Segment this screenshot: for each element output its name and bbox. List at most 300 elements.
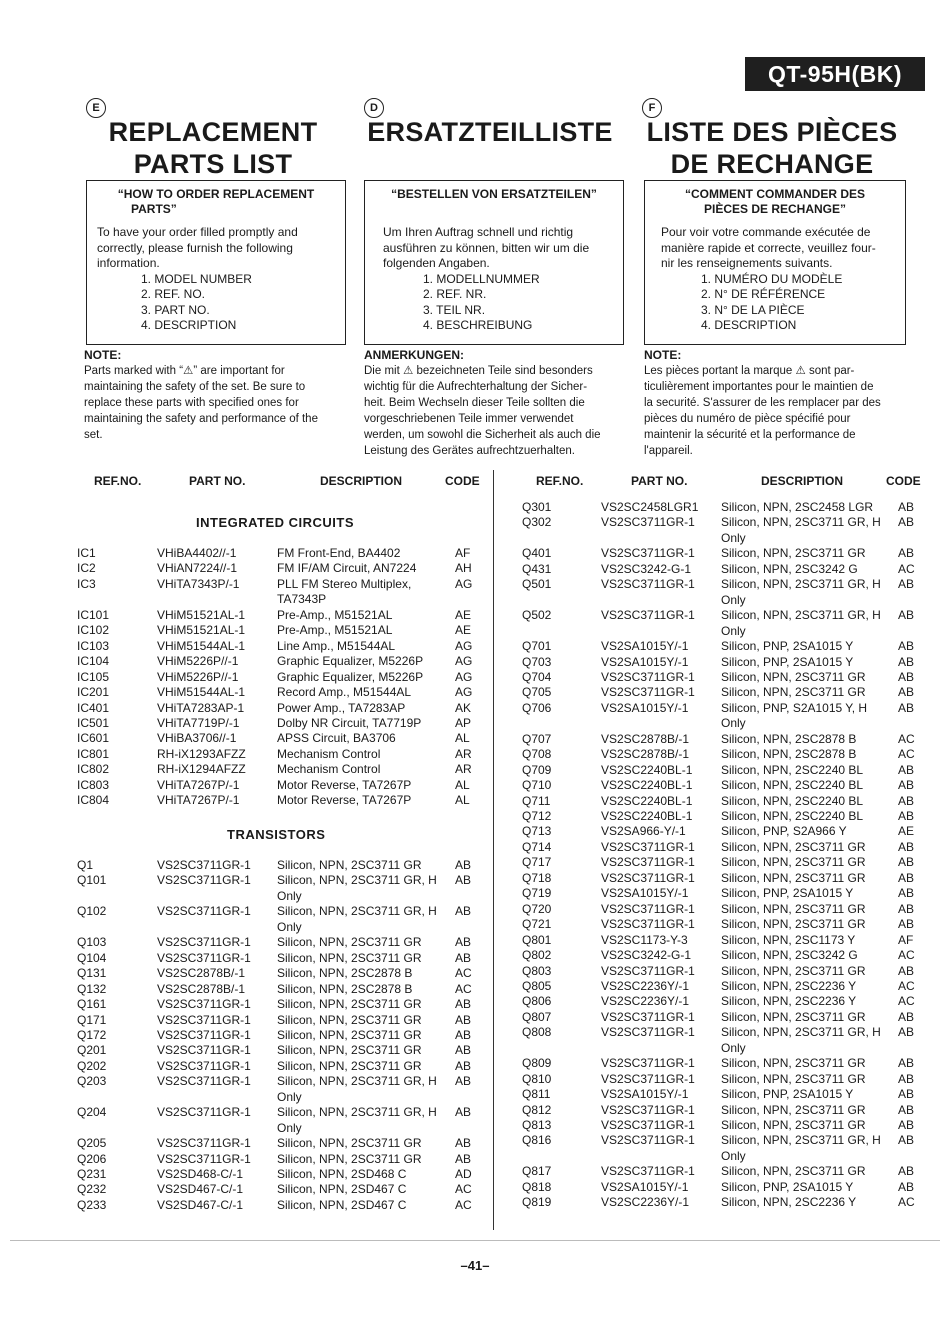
part-no: VS2SC3711GR-1 (601, 963, 695, 978)
french-title-line2: DE RECHANGE (670, 149, 874, 179)
description: Silicon, PNP, S2A966 Y (721, 824, 847, 839)
ref-no: IC803 (77, 777, 110, 792)
code: AL (455, 731, 470, 746)
english-box-text: To have your order filled promptly and correctly, please furnish the following information. (97, 225, 298, 270)
description: Silicon, PNP, 2SA1015 Y (721, 1087, 854, 1102)
code: AB (898, 685, 915, 700)
part-no: RH-iX1293AFZZ (157, 746, 246, 761)
table-row (0, 886, 950, 902)
ref-no: Q172 (77, 1027, 107, 1042)
description: Silicon, NPN, 2SD467 C (277, 1182, 407, 1197)
description: Silicon, NPN, 2SC3711 GR (721, 669, 866, 684)
part-no: VS2SC1173-Y-3 (601, 932, 688, 947)
table-row-continuation (0, 1149, 950, 1165)
table-row (0, 546, 950, 562)
table-row (0, 1072, 950, 1088)
english-note-text: Parts marked with “⚠” are important for maintaining the safety of the set. Be sure to replace these parts with specified ones for maintaining the safety and performance of the set. (84, 365, 318, 441)
code: AB (898, 669, 915, 684)
table-row (0, 1180, 950, 1196)
table-row (0, 1195, 950, 1211)
ref-no: IC103 (77, 638, 110, 653)
part-no: VHiM51544AL-1 (157, 685, 246, 700)
ref-no: IC104 (77, 654, 110, 669)
description: Silicon, NPN, 2SC2236 Y (721, 1195, 857, 1210)
bottom-rule (10, 1240, 940, 1241)
part-no: VS2SC2878B/-1 (601, 747, 690, 762)
part-no: VS2SC2878B/-1 (601, 731, 690, 746)
code: AB (898, 855, 915, 870)
part-no: VS2SC3711GR-1 (601, 515, 695, 530)
german-title: ERSATZTEILLISTE (367, 117, 613, 147)
code: AB (898, 577, 915, 592)
code: AB (455, 997, 472, 1012)
ref-no: Q703 (522, 654, 552, 669)
part-no: VHiTA7283AP-1 (157, 700, 245, 715)
description: Motor Reverse, TA7267P (277, 777, 412, 792)
description: FM IF/AM Circuit, AN7224 (277, 561, 417, 576)
table-row (0, 964, 950, 980)
table-row (0, 639, 950, 655)
table-row (0, 809, 950, 825)
code: AG (455, 576, 473, 591)
description: Silicon, NPN, 2SC3242 G (721, 948, 858, 963)
description: Silicon, NPN, 2SC3711 GR, H (721, 1133, 881, 1148)
part-no: VHiTA7343P/-1 (157, 576, 240, 591)
code: AC (455, 981, 472, 996)
code: AB (898, 1164, 915, 1179)
table-row (0, 840, 950, 856)
ref-no: Q502 (522, 608, 552, 623)
table-row (0, 701, 950, 717)
code: AF (455, 546, 471, 560)
code: AC (455, 1197, 472, 1212)
code: AC (898, 948, 915, 963)
part-no: VS2SC3711GR-1 (157, 1058, 251, 1073)
code: AB (455, 1136, 472, 1151)
description: Silicon, NPN, 2SC3242 G (721, 561, 858, 576)
code: AE (455, 623, 472, 638)
code: AB (898, 1056, 915, 1071)
table-row (0, 515, 950, 531)
part-no: VHiM51521AL-1 (157, 607, 246, 622)
part-no: VS2SD468-C/-1 (157, 1167, 244, 1181)
part-no: VS2SC2236Y/-1 (601, 994, 690, 1009)
table-row (0, 917, 950, 933)
german-box-heading: “BESTELLEN VON ERSATZTEILEN” (391, 187, 597, 201)
code: AC (898, 994, 915, 1009)
part-no: VS2SD467-C/-1 (157, 1197, 244, 1212)
table-row-continuation (0, 624, 950, 640)
description: Silicon, NPN, 2SC3711 GR, H (277, 873, 437, 888)
code: AB (898, 700, 915, 715)
description: Silicon, PNP, 2SA1015 Y (721, 886, 854, 901)
code: AR (455, 746, 472, 761)
ref-no: Q717 (522, 855, 552, 870)
part-no: VS2SC2458LGR1 (601, 500, 699, 514)
description: Silicon, NPN, 2SC3711 GR (721, 546, 866, 561)
table-row (0, 1118, 950, 1134)
ref-no: Q708 (522, 747, 552, 762)
part-no: VS2SC3711GR-1 (601, 669, 695, 684)
part-no: VHiAN7224//-1 (157, 561, 238, 576)
table-row-continuation (0, 716, 950, 732)
german-box-text: Um Ihren Auftrag schnell und richtig ausführen zu können, bitten wir um die folgenden Angaben. (383, 225, 590, 270)
code: AB (898, 1087, 915, 1102)
part-no: VS2SA1015Y/-1 (601, 700, 689, 715)
table-row (0, 933, 950, 949)
ref-no: Q103 (77, 935, 107, 950)
code: AB (898, 1118, 915, 1132)
table-row (0, 948, 950, 964)
ref-no: Q709 (522, 762, 552, 777)
part-no: VS2SC3711GR-1 (601, 870, 695, 885)
part-no: VS2SC3711GR-1 (601, 1102, 695, 1117)
ref-no: Q171 (77, 1012, 107, 1027)
part-no: VS2SA1015Y/-1 (601, 639, 689, 654)
description: Silicon, NPN, 2SC3711 GR (721, 1056, 866, 1071)
code: AC (898, 747, 915, 762)
description: Silicon, NPN, 2SC2236 Y (721, 978, 857, 993)
part-no: VS2SC3711GR-1 (157, 950, 251, 965)
description: Silicon, NPN, 2SC2878 B (721, 747, 857, 762)
part-no: VS2SA1015Y/-1 (601, 1179, 689, 1194)
description: Only (721, 530, 746, 545)
code: AG (455, 669, 473, 684)
model-badge: QT-95H(BK) (745, 57, 925, 91)
description: Silicon, NPN, 2SC3711 GR (277, 858, 422, 872)
code: AE (455, 607, 472, 622)
description: Only (277, 1120, 302, 1135)
ref-no: Q301 (522, 500, 552, 514)
table-row-continuation (0, 531, 950, 547)
description: Silicon, NPN, 2SC3711 GR (277, 1136, 422, 1151)
table-row (0, 1133, 950, 1149)
left-header-code: CODE (445, 474, 480, 488)
ref-no: IC801 (77, 746, 110, 761)
code: AB (455, 1012, 472, 1027)
table-row (0, 778, 950, 794)
code: AH (455, 561, 472, 576)
page-number: –41– (460, 1258, 490, 1273)
part-no: VHiM5226P//-1 (157, 669, 239, 684)
ref-no: Q232 (77, 1182, 107, 1197)
ref-no: Q707 (522, 731, 552, 746)
code: AB (455, 873, 472, 888)
code: AB (455, 1074, 472, 1089)
code: AB (455, 858, 472, 872)
ref-no: Q816 (522, 1133, 552, 1148)
code: AR (455, 762, 472, 777)
table-row (0, 562, 950, 578)
description: Silicon, NPN, 2SC2236 Y (721, 994, 857, 1009)
ref-no: Q810 (522, 1071, 552, 1086)
part-no: VS2SC3711GR-1 (601, 855, 695, 870)
part-no: VHiTA7267P/-1 (157, 777, 240, 792)
ref-no: Q803 (522, 963, 552, 978)
code: AB (898, 1025, 915, 1040)
right-header-code: CODE (886, 474, 921, 488)
description: Silicon, NPN, 2SC2240 BL (721, 809, 864, 823)
description: Silicon, NPN, 2SC3711 GR (277, 1043, 422, 1058)
ref-no: Q101 (77, 873, 107, 888)
code: AG (455, 638, 473, 653)
ref-no: IC201 (77, 685, 110, 700)
part-no: VS2SC2236Y/-1 (601, 1195, 690, 1210)
part-no: VS2SC3711GR-1 (601, 839, 695, 854)
description: PLL FM Stereo Multiplex, (277, 576, 412, 591)
part-no: RH-iX1294AFZZ (157, 762, 246, 777)
table-row (0, 685, 950, 701)
ref-no: IC3 (77, 576, 96, 591)
table-row (0, 655, 950, 671)
part-no: VHiM51521AL-1 (157, 623, 246, 638)
ref-no: Q809 (522, 1056, 552, 1071)
part-no: VS2SC3711GR-1 (157, 873, 251, 888)
description: Silicon, NPN, 2SC3711 GR (277, 950, 422, 965)
code: AC (898, 561, 915, 576)
ref-no: Q812 (522, 1102, 552, 1117)
part-no: VS2SC3711GR-1 (157, 1105, 251, 1120)
description: Silicon, PNP, 2SA1015 Y (721, 639, 854, 654)
description: Only (277, 919, 302, 934)
table-row (0, 1103, 950, 1119)
french-note-text: Les pièces portant la marque ⚠ sont par- ticulièrement importantes pour le maintien de la securité. S'assurer de les remplacer par des pièces du numéro de pièce spécifié pour maintenir la sécurité et la performance de l'appareil. (644, 365, 881, 457)
part-no: VS2SC2240BL-1 (601, 762, 693, 777)
description: Silicon, NPN, 2SC3711 GR, H (277, 904, 437, 919)
right-header-desc: DESCRIPTION (761, 474, 844, 488)
french-mark: F (642, 98, 662, 118)
code: AB (898, 839, 915, 854)
part-no: VS2SC3711GR-1 (601, 1133, 695, 1148)
code: AB (455, 1027, 472, 1042)
description: Silicon, NPN, 2SC3711 GR (721, 870, 866, 885)
part-no: VS2SC2236Y/-1 (601, 978, 690, 993)
ref-no: Q233 (77, 1197, 107, 1212)
description: Silicon, NPN, 2SC3711 GR (721, 963, 866, 978)
ref-no: Q202 (77, 1058, 107, 1073)
code: AB (898, 1009, 915, 1024)
table-row (0, 794, 950, 810)
transistor-heading: TRANSISTORS (227, 827, 326, 842)
ref-no: Q205 (77, 1136, 107, 1151)
part-no: VHiTA7719P/-1 (157, 715, 240, 730)
ref-no: Q203 (77, 1074, 107, 1089)
german-order-items: 1. MODELLNUMMER 2. REF. NR. 3. TEIL NR. 4. BESCHREIBUNG (423, 271, 540, 332)
table-row (0, 855, 950, 871)
english-title-line1: REPLACEMENT (108, 117, 318, 147)
german-mark: D (364, 98, 384, 118)
french-box-heading2: PIÈCES DE RECHANGE” (703, 202, 847, 216)
french-box-text: Pour voir votre commande exécutée de manière rapide et correcte, veuillez four- nir les renseignements suivants. (661, 225, 876, 270)
english-note-heading: NOTE: (84, 348, 122, 362)
description: Dolby NR Circuit, TA7719P (277, 715, 422, 730)
description: Silicon, NPN, 2SC3711 GR (721, 901, 866, 916)
table-row (0, 732, 950, 748)
table-row (0, 1164, 950, 1180)
description: Silicon, NPN, 2SC3711 GR (277, 997, 422, 1012)
part-no: VS2SA1015Y/-1 (601, 1087, 689, 1102)
part-no: VS2SC3711GR-1 (601, 1118, 695, 1132)
part-no: VS2SC2240BL-1 (601, 793, 693, 808)
description: TA7343P (277, 592, 327, 607)
part-no: VHiM51544AL-1 (157, 638, 246, 653)
description: Line Amp., M51544AL (277, 638, 396, 653)
ref-no: Q811 (522, 1087, 551, 1102)
description: Silicon, NPN, 2SC3711 GR (277, 1151, 422, 1166)
description: Silicon, NPN, 2SD468 C (277, 1167, 407, 1181)
table-row (0, 1010, 950, 1026)
description: Silicon, NPN, 2SC3711 GR (721, 855, 866, 870)
part-no: VS2SC3711GR-1 (157, 1043, 251, 1058)
description: Silicon, NPN, 2SC3711 GR, H (277, 1074, 437, 1089)
ref-no: IC601 (77, 731, 110, 746)
part-no: VHiBA4402//-1 (157, 546, 237, 560)
description: Silicon, NPN, 2SC3711 GR (277, 1027, 422, 1042)
description: Silicon, NPN, 2SC2878 B (277, 966, 413, 981)
ref-no: IC101 (77, 607, 110, 622)
table-row-continuation (0, 1041, 950, 1057)
part-no: VS2SD467-C/-1 (157, 1182, 244, 1197)
part-no: VS2SC2240BL-1 (601, 809, 693, 823)
code: AE (898, 824, 915, 839)
french-order-box (644, 180, 906, 345)
part-no: VS2SC3711GR-1 (157, 1136, 251, 1151)
part-no: VS2SC3711GR-1 (601, 685, 695, 700)
ref-no: Q720 (522, 901, 552, 916)
code: AB (898, 1102, 915, 1117)
part-no: VHiTA7267P/-1 (157, 793, 240, 808)
part-no: VS2SC3711GR-1 (157, 1027, 251, 1042)
ref-no: Q819 (522, 1195, 552, 1210)
description: Only (277, 1089, 302, 1104)
ref-no: Q302 (522, 515, 552, 530)
description: Motor Reverse, TA7267P (277, 793, 412, 808)
ref-no: Q806 (522, 994, 552, 1009)
description: Silicon, NPN, 2SC3711 GR (721, 1071, 866, 1086)
part-no: VHiBA3706//-1 (157, 731, 237, 746)
table-row (0, 608, 950, 624)
code: AB (898, 608, 915, 623)
left-header-part: PART NO. (189, 474, 246, 488)
ref-no: Q805 (522, 978, 552, 993)
ref-no: IC501 (77, 715, 110, 730)
part-no: VS2SC3711GR-1 (601, 1164, 695, 1179)
part-no: VS2SC3711GR-1 (601, 546, 695, 561)
right-header-ref: REF.NO. (536, 474, 584, 488)
code: AB (455, 1105, 472, 1120)
part-no: VS2SC3711GR-1 (157, 858, 251, 872)
ref-no: Q401 (522, 546, 552, 561)
ref-no: Q801 (522, 932, 552, 947)
ref-no: Q718 (522, 870, 552, 885)
table-row (0, 500, 950, 516)
part-no: VS2SC3711GR-1 (601, 917, 695, 932)
description: Only (721, 592, 746, 607)
ref-no: IC804 (77, 793, 110, 808)
english-box-heading2: PARTS” (131, 202, 177, 216)
part-no: VS2SC2240BL-1 (601, 778, 693, 793)
ref-no: Q710 (522, 778, 552, 793)
code: AC (898, 1195, 915, 1210)
german-order-box (364, 180, 624, 345)
french-note-heading: NOTE: (644, 348, 682, 362)
part-no: VS2SC2878B/-1 (157, 966, 246, 981)
left-header-desc: DESCRIPTION (320, 474, 403, 488)
code: AF (898, 932, 914, 947)
ref-no: IC2 (77, 561, 96, 576)
description: Only (721, 1040, 746, 1055)
code: AB (898, 886, 915, 901)
code: AC (898, 978, 915, 993)
code: AB (898, 1133, 915, 1148)
description: Silicon, NPN, 2SC3711 GR (721, 917, 866, 932)
ref-no: Q132 (77, 981, 107, 996)
table-row (0, 979, 950, 995)
description: Only (277, 888, 302, 903)
code: AB (898, 1071, 915, 1086)
description: Mechanism Control (277, 762, 381, 777)
code: AB (455, 1043, 472, 1058)
table-row (0, 577, 950, 593)
description: Record Amp., M51544AL (277, 685, 412, 700)
part-no: VS2SC3242-G-1 (601, 561, 692, 576)
code: AB (898, 546, 915, 561)
description: Silicon, NPN, 2SC3711 GR, H (277, 1105, 437, 1120)
part-no: VS2SC3711GR-1 (157, 1074, 251, 1089)
english-box-heading1: “HOW TO ORDER REPLACEMENT (117, 187, 315, 201)
description: Silicon, NPN, 2SC2240 BL (721, 793, 864, 808)
part-no: VS2SA966-Y/-1 (601, 824, 686, 839)
ref-no: Q802 (522, 948, 552, 963)
description: Silicon, NPN, 2SC2240 BL (721, 762, 864, 777)
part-no: VS2SC3711GR-1 (601, 1056, 695, 1071)
description: Silicon, NPN, 2SC3711 GR, H (721, 608, 881, 623)
ref-no: Q704 (522, 669, 552, 684)
description: Only (721, 1148, 746, 1163)
table-row (0, 747, 950, 763)
table-row (0, 902, 950, 918)
ref-no: Q712 (522, 809, 552, 823)
ref-no: Q161 (77, 997, 107, 1012)
ref-no: Q705 (522, 685, 552, 700)
english-order-items: 1. MODEL NUMBER 2. REF. NO. 3. PART NO. 4. DESCRIPTION (141, 271, 252, 332)
part-no: VS2SC3711GR-1 (157, 1012, 251, 1027)
english-title-line2: PARTS LIST (133, 149, 293, 179)
code: AB (898, 778, 915, 793)
code: AB (898, 809, 915, 823)
table-row (0, 670, 950, 686)
ref-no: Q706 (522, 700, 552, 715)
code: AB (455, 1058, 472, 1073)
ref-no: Q713 (522, 824, 552, 839)
french-title-line1: LISTE DES PIÈCES (646, 117, 898, 147)
part-no: VS2SC3242-G-1 (601, 948, 692, 963)
part-no: VHiM5226P//-1 (157, 654, 239, 669)
code: AB (898, 500, 915, 514)
german-note-text: Die mit ⚠ bezeichneten Teile sind besonders wichtig für die Aufrechterhaltung der Sicher- heit. Beim Wechseln dieser Teile sollten die vorgeschriebenen Teile immer verwendet werden, um sowohl die Sicherheit als auch die Leistung des Gerätes aufrechtzuerhalten. (364, 365, 601, 457)
ref-no: Q808 (522, 1025, 552, 1040)
description: Silicon, NPN, 2SC1173 Y (721, 932, 856, 947)
part-no: VS2SA1015Y/-1 (601, 654, 689, 669)
english-order-box (86, 180, 346, 345)
table-row (0, 824, 950, 840)
code: AC (898, 731, 915, 746)
code: AB (898, 917, 915, 932)
code: AB (898, 762, 915, 777)
ref-no: IC1 (77, 546, 96, 560)
code: AB (898, 870, 915, 885)
description: Silicon, NPN, 2SC3711 GR (721, 1102, 866, 1117)
